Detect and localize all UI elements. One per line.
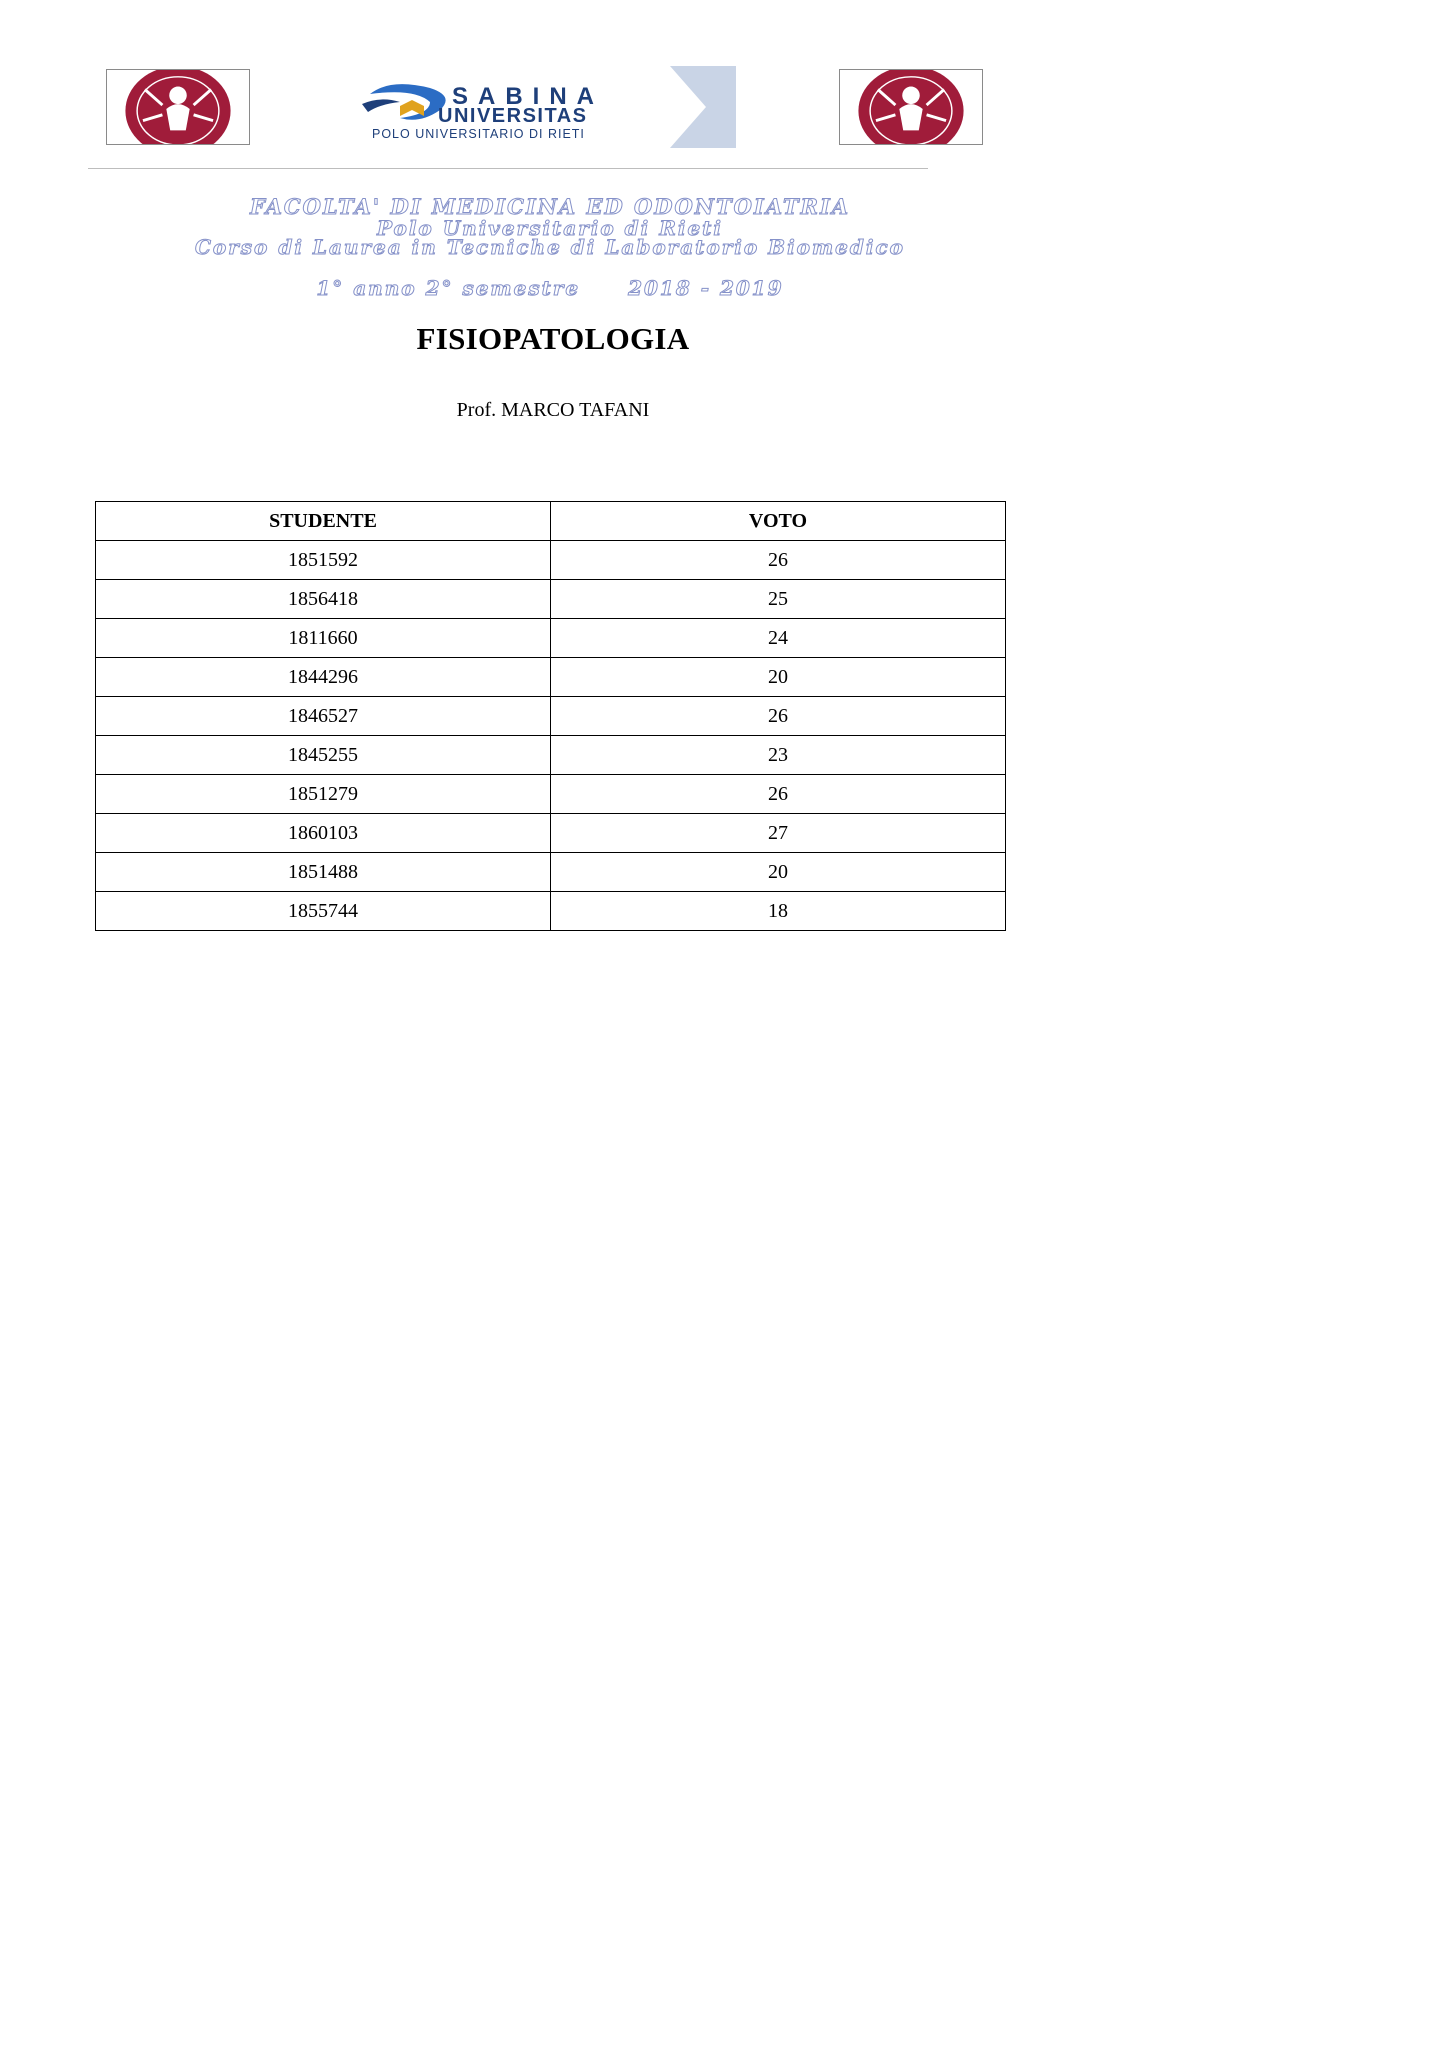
year-semester: 1° anno 2° semestre (316, 276, 581, 300)
grade-cell: 18 (551, 892, 1006, 931)
student-id-cell: 1845255 (96, 736, 551, 775)
student-id-cell: 1860103 (96, 814, 551, 853)
academic-year: 2018 - 2019 (628, 276, 784, 300)
sapienza-seal-right (839, 69, 983, 145)
table-row (96, 853, 1006, 892)
table-row (96, 736, 1006, 775)
table-row (96, 814, 1006, 853)
grade-cell: 26 (551, 697, 1006, 736)
student-id-cell: 1844296 (96, 658, 551, 697)
book-icon (400, 100, 424, 116)
table-row (96, 619, 1006, 658)
student-id-cell: 1851279 (96, 775, 551, 814)
header-divider (88, 168, 928, 169)
sabina-logo-line3: POLO UNIVERSITARIO DI RIETI (372, 127, 585, 141)
column-header-voto: VOTO (551, 502, 1006, 541)
professor-name: Prof. MARCO TAFANI (456, 399, 650, 421)
grade-cell: 24 (551, 619, 1006, 658)
student-id-cell: 1856418 (96, 580, 551, 619)
sapienza-seal-icon (107, 70, 249, 144)
table-row (96, 775, 1006, 814)
faculty-heading: FACOLTA' DI MEDICINA ED ODONTOIATRIA (249, 194, 851, 219)
grade-cell: 20 (551, 658, 1006, 697)
chevron-shape (670, 66, 736, 148)
table-row (96, 658, 1006, 697)
course-title: FISIOPATOLOGIA (416, 321, 690, 356)
polo-heading: Polo Universitario di Rieti (376, 216, 724, 240)
grades-table (95, 501, 1006, 931)
grade-cell: 27 (551, 814, 1006, 853)
student-id-cell: 1851488 (96, 853, 551, 892)
sapienza-seal-icon (840, 70, 982, 144)
student-id-cell: 1811660 (96, 619, 551, 658)
column-header-studente: STUDENTE (96, 502, 551, 541)
grade-cell: 26 (551, 541, 1006, 580)
student-id-cell: 1851592 (96, 541, 551, 580)
sabina-universitas-logo (360, 66, 737, 148)
table-row (96, 580, 1006, 619)
student-id-cell: 1846527 (96, 697, 551, 736)
sabina-logo-line1: SABINA (452, 83, 605, 110)
grade-cell: 23 (551, 736, 1006, 775)
table-header-row (96, 502, 1006, 541)
semester-line (0, 276, 1100, 300)
student-id-cell: 1855744 (96, 892, 551, 931)
sabina-logo-line2: UNIVERSITAS (438, 105, 588, 127)
sapienza-seal-left (106, 69, 250, 145)
grade-cell: 20 (551, 853, 1006, 892)
degree-course-heading: Corso di Laurea in Tecniche di Laboratorio Biomedico (194, 235, 905, 259)
table-row (96, 541, 1006, 580)
table-row (96, 892, 1006, 931)
table-row (96, 697, 1006, 736)
grade-cell: 26 (551, 775, 1006, 814)
grade-cell: 25 (551, 580, 1006, 619)
